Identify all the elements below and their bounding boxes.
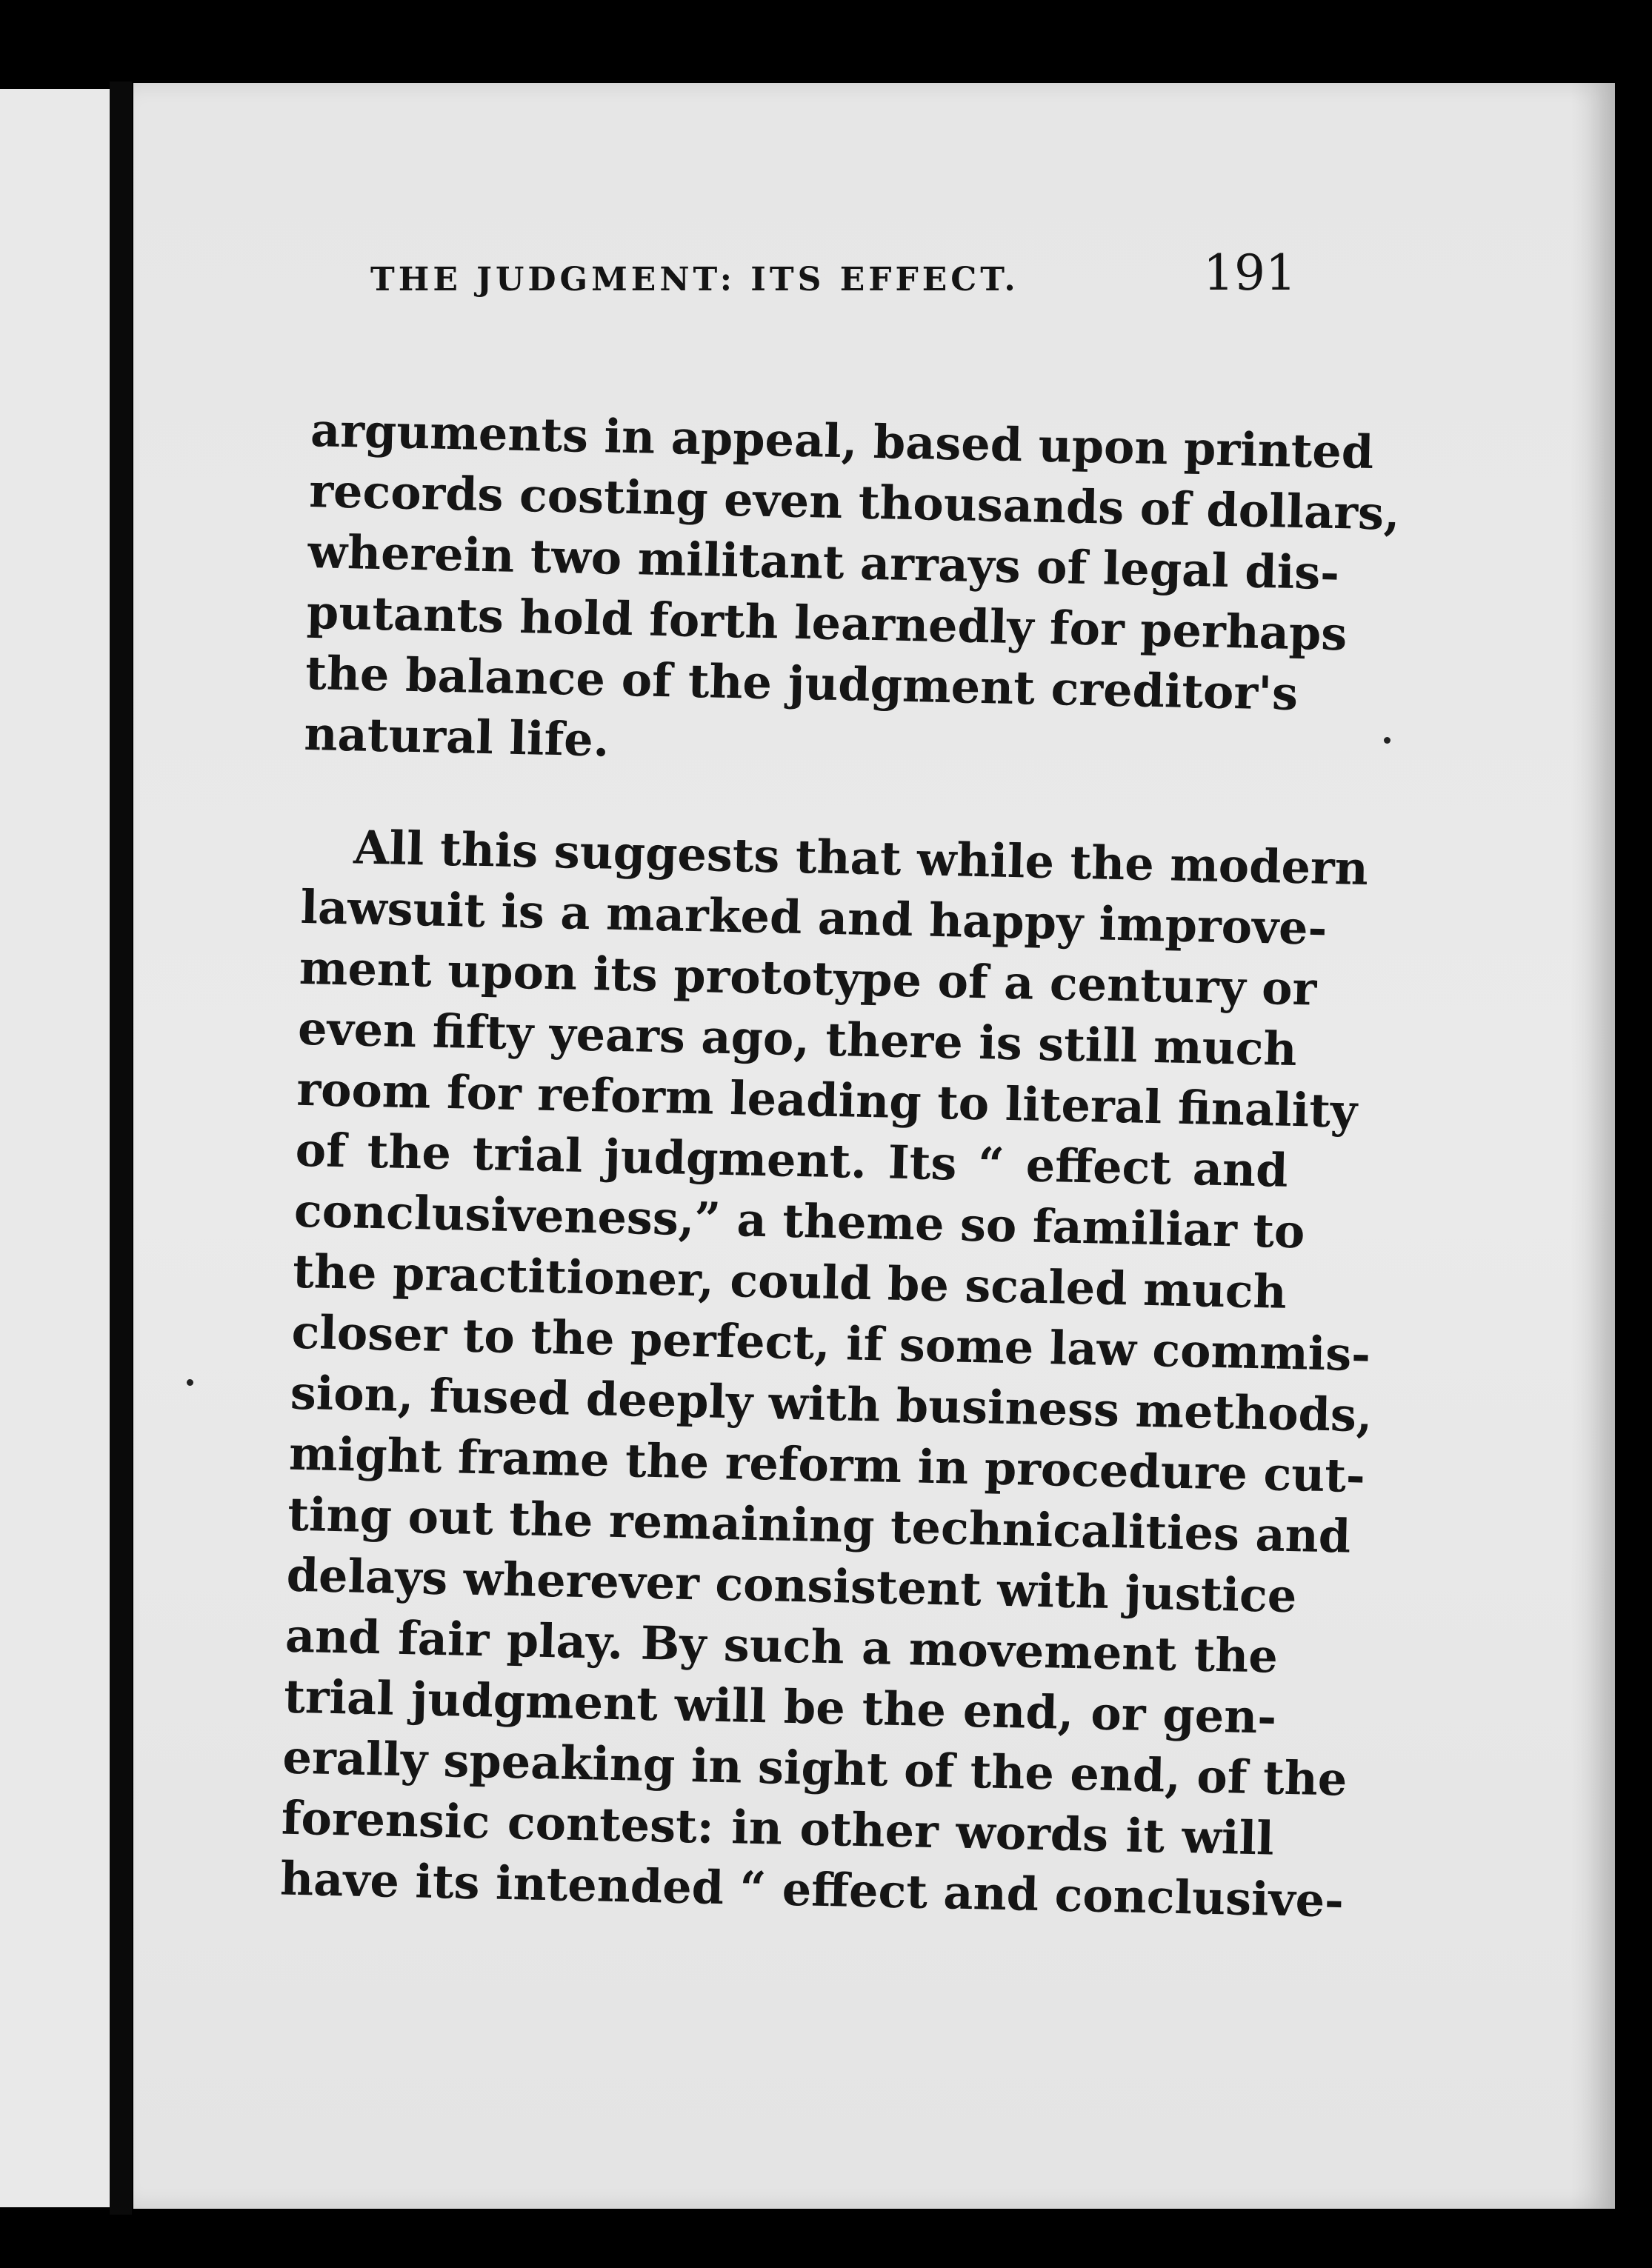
text-line: even fifty years ago, there is still much xyxy=(297,1001,1298,1077)
text-line: of the trial judgment. Its “ effect and xyxy=(295,1122,1289,1198)
page-shadow xyxy=(1571,83,1615,2209)
text-line: lawsuit is a marked and happy improve- xyxy=(299,879,1328,955)
text-line: room for reform leading to literal finality xyxy=(296,1061,1358,1138)
text-line: All this suggests that while the modern xyxy=(353,820,1369,896)
body-text xyxy=(279,400,1401,1930)
text-line: trial judgment will be the end, or gen- xyxy=(283,1669,1277,1744)
text-line: wherein two militant arrays of legal dis- xyxy=(307,524,1340,601)
text-line: ment upon its prototype of a century or xyxy=(299,940,1317,1016)
text-line: natural life. xyxy=(303,706,610,767)
text-line: and fair play. By such a movement the xyxy=(284,1608,1279,1684)
book-gutter xyxy=(110,81,132,2215)
text-line: erally speaking in sight of the end, of the xyxy=(282,1730,1348,1807)
text-line: conclusiveness,” a theme so familiar to xyxy=(293,1183,1306,1259)
text-line: sion, fused deeply with business methods, xyxy=(290,1365,1373,1443)
text-line: putants hold forth learnedly for perhaps xyxy=(306,584,1348,661)
text-line: might frame the reform in procedure cut- xyxy=(288,1426,1366,1504)
text-line: records costing even thousands of dollars, xyxy=(308,463,1401,541)
text-line: the practitioner, could be scaled much xyxy=(292,1244,1288,1319)
text-line: forensic contest: in other words it will xyxy=(281,1790,1275,1866)
ink-speck xyxy=(187,1379,193,1386)
page-number: 191 xyxy=(1203,244,1296,301)
text-line: delays wherever consistent with justice xyxy=(286,1547,1297,1624)
paragraph-2 xyxy=(279,816,1373,1930)
paragraph-1 xyxy=(303,400,1401,785)
text-line: have its intended “ effect and conclusive- xyxy=(279,1851,1345,1928)
ink-speck xyxy=(1384,737,1390,744)
running-title: THE JUDGMENT: ITS EFFECT. xyxy=(370,261,1019,298)
text-line: the balance of the judgment creditor's xyxy=(304,645,1299,721)
text-line: ting out the remaining technicalities and xyxy=(287,1487,1351,1564)
text-line: arguments in appeal, based upon printed xyxy=(310,402,1374,480)
facing-page-edge xyxy=(0,89,111,2207)
text-line: closer to the perfect, if some law commis- xyxy=(290,1304,1371,1382)
